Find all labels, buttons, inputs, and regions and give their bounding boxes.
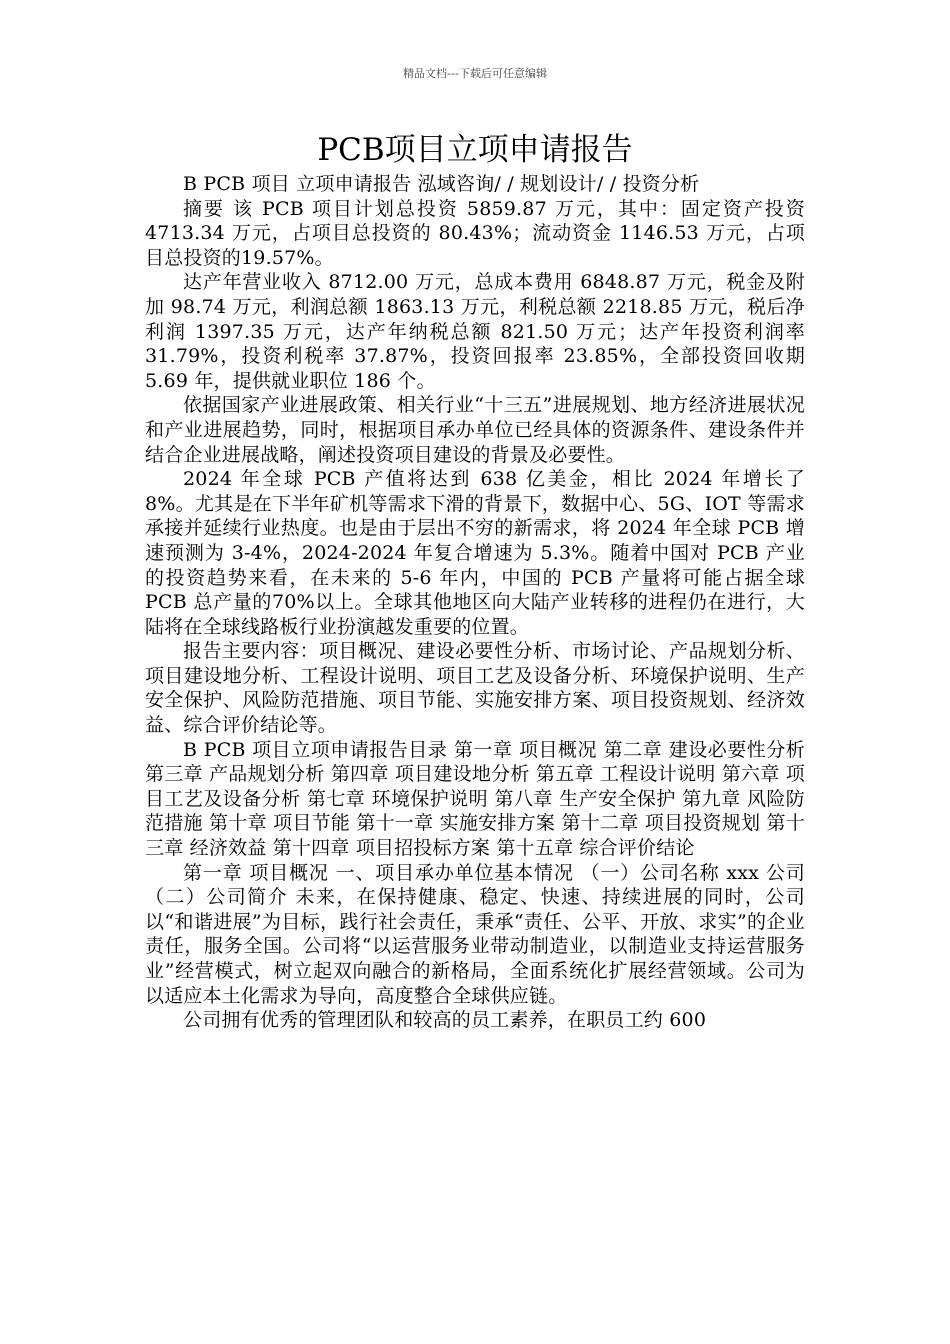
document-title: PCB项目立项申请报告 <box>317 132 633 168</box>
paragraph-table-of-contents: B PCB 项目立项申请报告目录 第一章 项目概况 第二章 建设必要性分析 第三章 产品规划分析 第四章 项目建设地分析 第五章 工程设计说明 第六章 项目工艺及设备分析 第七章 环境保护说明 第八章 生产安全保护 第九章 风险防范措施 第十章 项目节能 第十一章 实施安排方案 第十二章 项目投资规划 第十三章 经济效益 第十四章 项目招投标方案 第十五章 综合评价结论 <box>145 738 805 860</box>
page-header-note: 精品文档---下载后可任意编辑 <box>403 67 547 80</box>
paragraph-financials: 达产年营业收入 8712.00 万元，总成本费用 6848.87 万元，税金及附加 98.74 万元，利润总额 1863.13 万元，利税总额 2218.85 万元，税后净利润 1397.35 万元，达产年纳税总额 821.50 万元；达产年投资利润率 31.79%，投资利税率 37.87%，投资回报率 23.85%，全部投资回收期 5.69 年，提供就业职位 186 个。 <box>145 271 805 392</box>
paragraph-policy: 依据国家产业进展政策、相关行业“十三五”进展规划、地方经济进展状况和产业进展趋势，同时，根据项目承办单位已经具体的资源条件、建设条件并结合企业进展战略，阐述投资项目建设的背景及必要性。 <box>145 394 805 466</box>
document-body <box>145 172 805 1033</box>
paragraph-abstract: 摘要 该 PCB 项目计划总投资 5859.87 万元，其中：固定资产投资 4713.34 万元，占项目总投资的 80.43%；流动资金 1146.53 万元，占项目总投资的19.57%。 <box>145 197 805 269</box>
paragraph-report-contents: 报告主要内容：项目概况、建设必要性分析、市场讨论、产品规划分析、项目建设地分析、工程设计说明、项目工艺及设备分析、环境保护说明、生产安全保护、风险防范措施、项目节能、实施安排方案、项目投资规划、经济效益、综合评价结论等。 <box>145 640 805 737</box>
paragraph-market: 2024 年全球 PCB 产值将达到 638 亿美金，相比 2024 年增长了 8%。尤其是在下半年矿机等需求下滑的背景下，数据中心、5G、IOT 等需求承接并延续行业热度。也是由于层出不穷的新需求，将 2024 年全球 PCB 增速预测为 3-4%，2024-2024 年复合增速为 5.3%。随着中国对 PCB 产业的投资趋势来看，在未来的 5-6 年内，中国的 PCB 产量将可能占据全球 PCB 总产量的70%以上。全球其他地区向大陆产业转移的进程仍在进行，大陆将在全球线路板行业扮演越发重要的位置。 <box>145 468 805 638</box>
paragraph-chapter-one: 第一章 项目概况 一、项目承办单位基本情况 （一）公司名称 xxx 公司 （二）公司简介 未来，在保持健康、稳定、快速、持续进展的同时，公司以“和谐进展”为目标，践行社会责任，秉承“责任、公平、开放、求实”的企业责任，服务全国。公司将“以运营服务业带动制造业，以制造业支持运营服务业”经营模式，树立起双向融合的新格局，全面系统化扩展经营领域。公司为以适应本土化需求为导向，高度整合全球供应链。 <box>145 861 805 1007</box>
paragraph-intro: B PCB 项目 立项申请报告 泓域咨询/ / 规划设计/ / 投资分析 <box>183 173 700 195</box>
paragraph-company-staff: 公司拥有优秀的管理团队和较高的员工素养，在职员工约 600 <box>183 1009 707 1032</box>
